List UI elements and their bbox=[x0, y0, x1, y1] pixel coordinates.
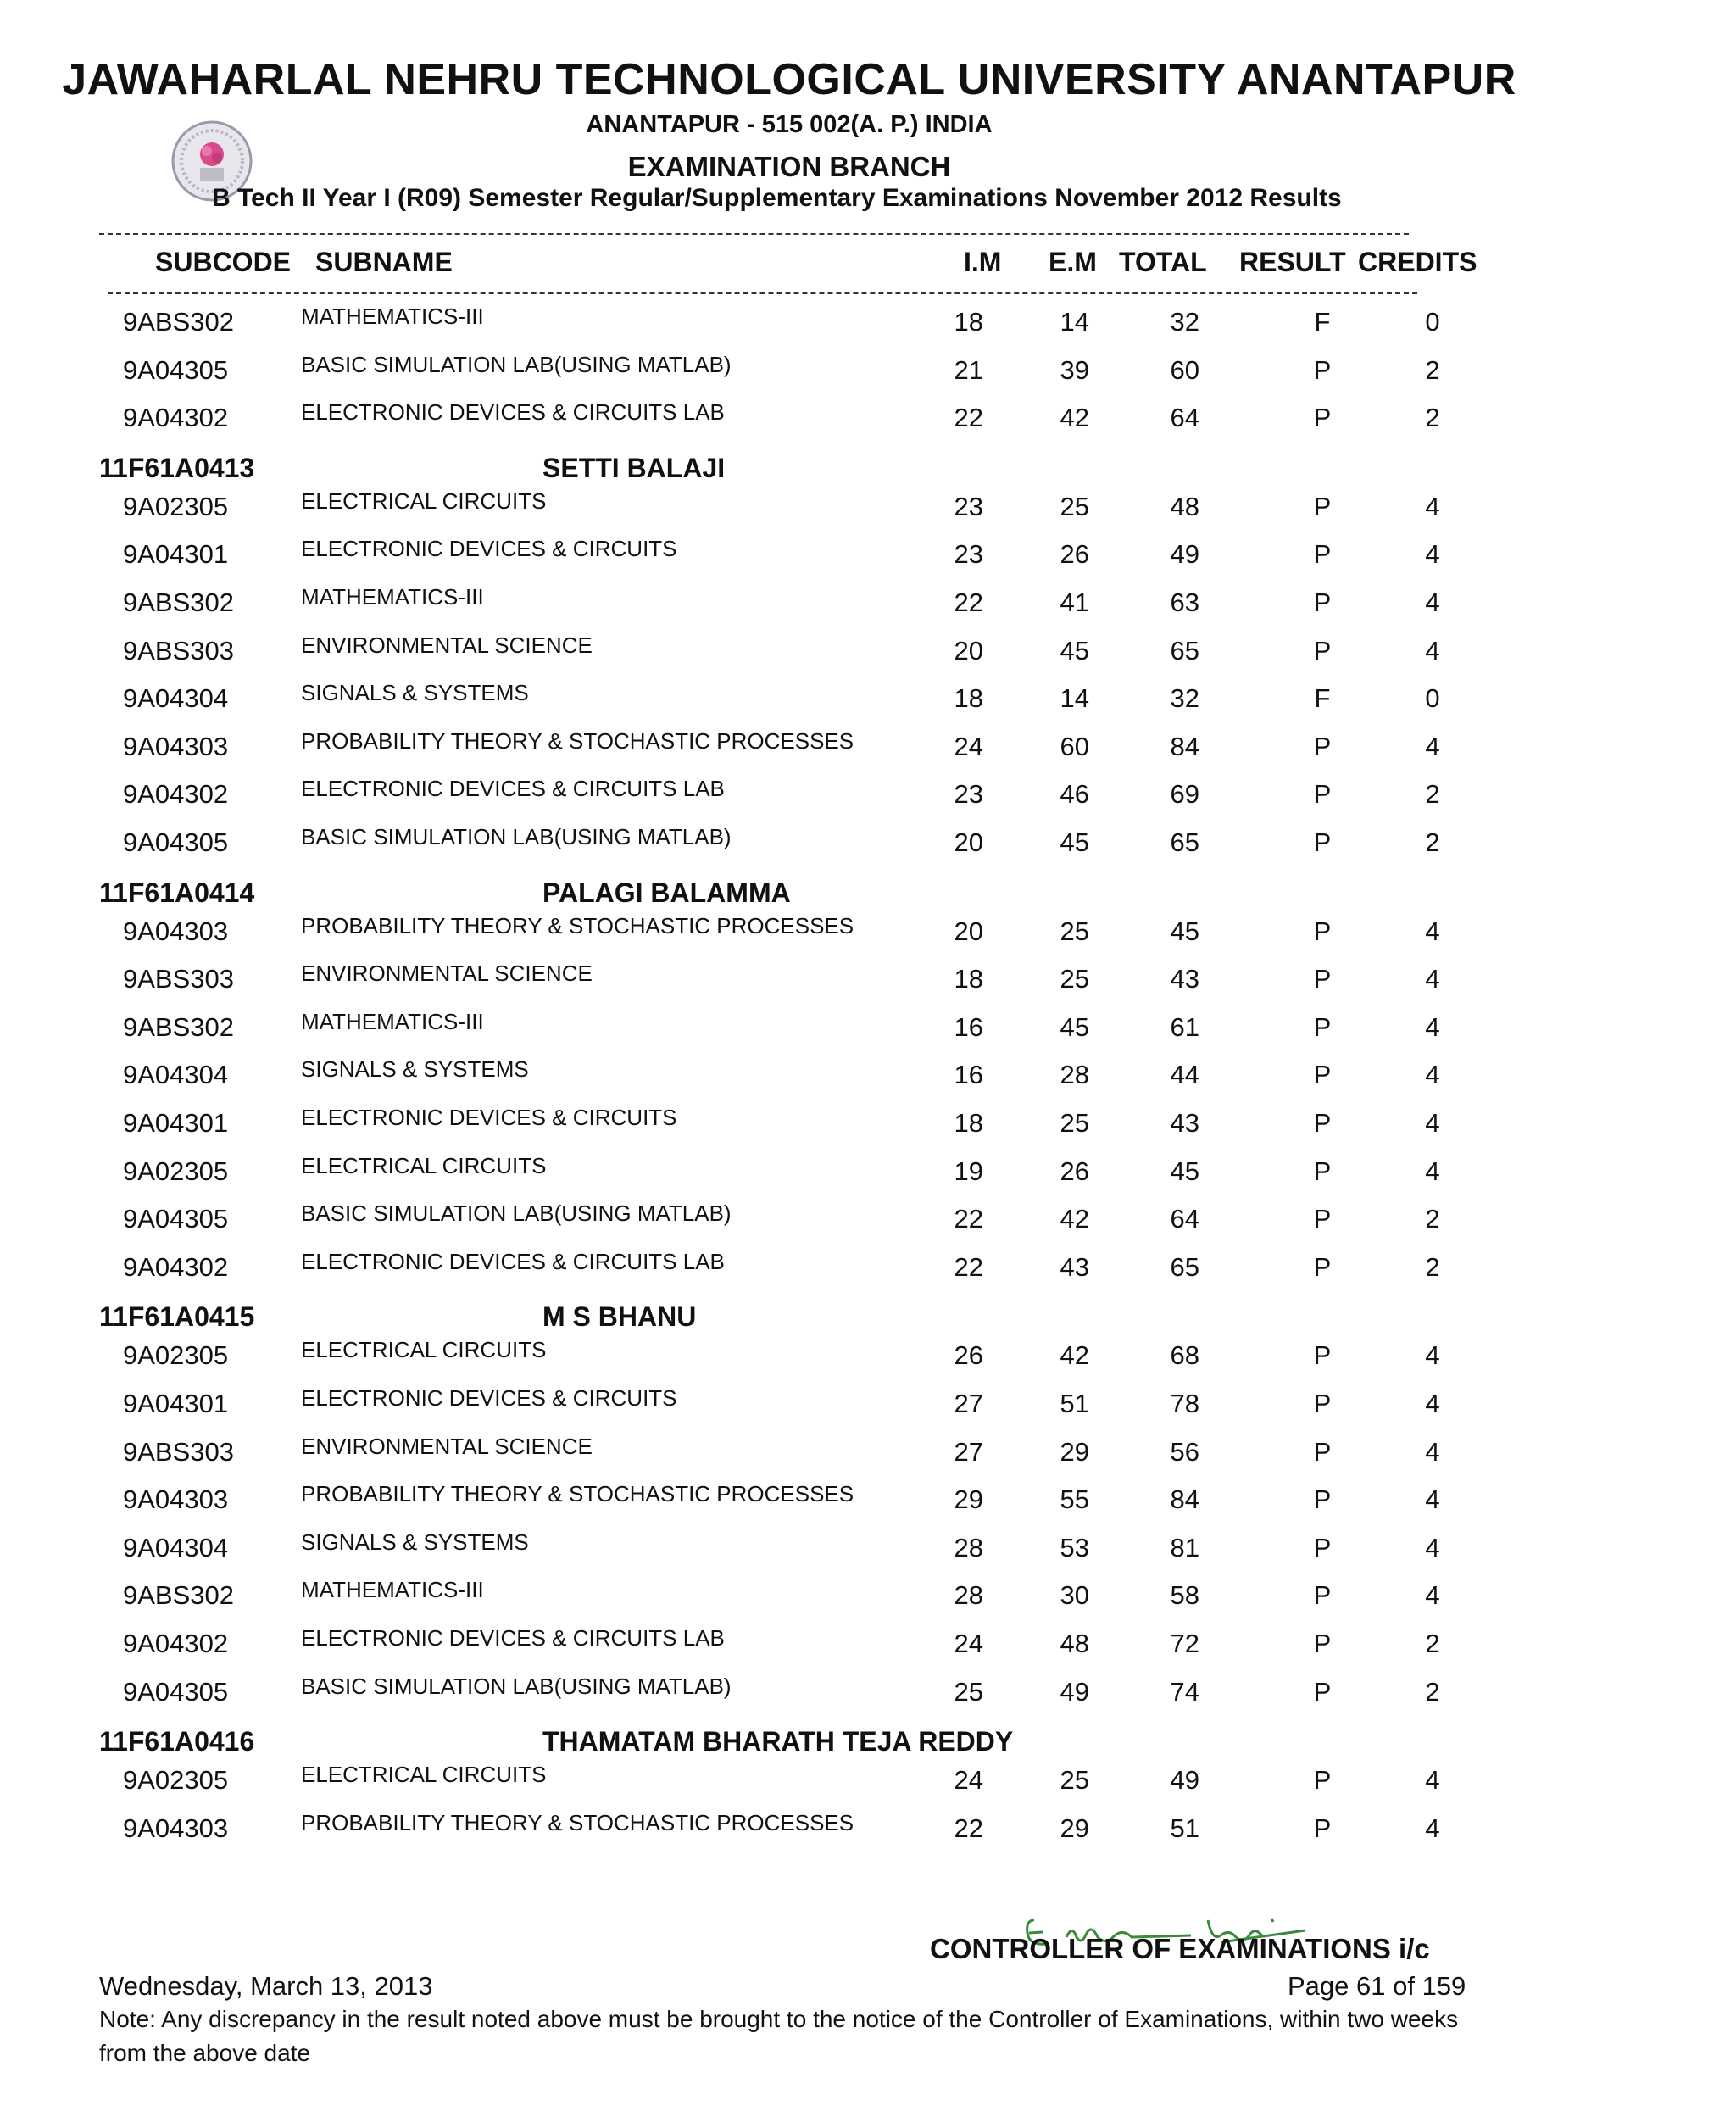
external-marks: 60 bbox=[1060, 731, 1089, 761]
subject-name: BASIC SIMULATION LAB(USING MATLAB) bbox=[301, 824, 732, 849]
external-marks: 25 bbox=[1060, 916, 1089, 946]
credits: 4 bbox=[1425, 1813, 1440, 1843]
total-marks: 56 bbox=[1170, 1436, 1199, 1467]
result: P bbox=[1313, 491, 1332, 521]
credits: 2 bbox=[1425, 1629, 1440, 1658]
controller-signatory: CONTROLLER OF EXAMINATIONS i/c bbox=[930, 1933, 1430, 1964]
external-marks: 14 bbox=[1060, 307, 1089, 337]
page-number: Page 61 of 159 bbox=[1288, 1971, 1466, 2001]
result: P bbox=[1313, 354, 1332, 385]
exam-branch: EXAMINATION BRANCH bbox=[627, 151, 951, 182]
table-row bbox=[0, 1577, 1736, 1628]
table-row bbox=[0, 1481, 1736, 1532]
result: P bbox=[1313, 1060, 1332, 1090]
internal-marks: 18 bbox=[954, 683, 983, 714]
external-marks: 25 bbox=[1060, 491, 1089, 521]
result: P bbox=[1313, 1340, 1332, 1371]
subject-name: SIGNALS & SYSTEMS bbox=[301, 680, 529, 706]
total-marks: 44 bbox=[1170, 1060, 1199, 1090]
subject-name: ELECTRONIC DEVICES & CIRCUITS LAB bbox=[301, 776, 725, 802]
result: P bbox=[1313, 1204, 1332, 1234]
result: P bbox=[1313, 916, 1332, 946]
total-marks: 48 bbox=[1170, 491, 1199, 521]
result: P bbox=[1313, 1108, 1332, 1138]
subject-code: 9A02305 bbox=[123, 1156, 229, 1186]
total-marks: 63 bbox=[1170, 588, 1199, 617]
table-row bbox=[0, 1152, 1736, 1204]
col-result: RESULT bbox=[1239, 247, 1346, 277]
subject-code: 9A04302 bbox=[123, 1251, 229, 1282]
credits: 2 bbox=[1425, 354, 1440, 385]
internal-marks: 29 bbox=[954, 1484, 983, 1515]
table-row bbox=[0, 912, 1736, 964]
subject-name: MATHEMATICS-III bbox=[301, 1577, 484, 1603]
external-marks: 46 bbox=[1060, 779, 1089, 810]
external-marks: 42 bbox=[1060, 1204, 1089, 1234]
student-name: PALAGI BALAMMA bbox=[542, 877, 791, 908]
external-marks: 26 bbox=[1060, 539, 1089, 570]
university-title: JAWAHARLAL NEHRU TECHNOLOGICAL UNIVERSITY ANANTAPUR bbox=[62, 55, 1516, 104]
total-marks: 43 bbox=[1170, 1108, 1199, 1138]
subject-code: 9A04302 bbox=[123, 403, 229, 433]
subject-code: 9A04301 bbox=[123, 539, 229, 570]
table-row bbox=[0, 1105, 1736, 1156]
subject-code: 9A02305 bbox=[123, 1340, 229, 1371]
subject-name: PROBABILITY THEORY & STOCHASTIC PROCESSES bbox=[301, 912, 854, 938]
result: P bbox=[1313, 403, 1332, 433]
total-marks: 84 bbox=[1170, 731, 1199, 761]
total-marks: 58 bbox=[1170, 1580, 1199, 1611]
result: P bbox=[1313, 1629, 1332, 1658]
subject-code: 9A04301 bbox=[123, 1389, 229, 1418]
external-marks: 39 bbox=[1060, 354, 1089, 385]
table-row bbox=[0, 632, 1736, 683]
divider-header bbox=[108, 292, 1417, 294]
external-marks: 53 bbox=[1060, 1532, 1089, 1562]
external-marks: 30 bbox=[1060, 1580, 1089, 1611]
table-row bbox=[0, 961, 1736, 1011]
student-id: 11F61A0414 bbox=[99, 877, 255, 908]
internal-marks: 23 bbox=[954, 779, 983, 810]
credits: 4 bbox=[1425, 588, 1440, 617]
subject-code: 9A04305 bbox=[123, 1676, 229, 1707]
internal-marks: 16 bbox=[954, 1060, 983, 1090]
total-marks: 32 bbox=[1170, 307, 1199, 337]
result: P bbox=[1313, 827, 1332, 857]
credits: 0 bbox=[1425, 683, 1440, 714]
total-marks: 64 bbox=[1170, 1204, 1199, 1234]
credits: 4 bbox=[1425, 731, 1440, 761]
result: P bbox=[1313, 1011, 1332, 1042]
subject-name: ELECTRICAL CIRCUITS bbox=[301, 1337, 547, 1363]
table-row bbox=[0, 680, 1736, 731]
external-marks: 45 bbox=[1060, 1011, 1089, 1042]
result: P bbox=[1313, 1580, 1332, 1611]
result: P bbox=[1313, 731, 1332, 761]
external-marks: 29 bbox=[1060, 1813, 1089, 1843]
subject-code: 9A04305 bbox=[123, 354, 229, 385]
table-row bbox=[0, 584, 1736, 635]
result: P bbox=[1313, 779, 1332, 810]
student-name: M S BHANU bbox=[542, 1301, 697, 1333]
table-row bbox=[0, 536, 1736, 587]
internal-marks: 22 bbox=[954, 1204, 983, 1234]
credits: 4 bbox=[1425, 1389, 1440, 1418]
table-row bbox=[0, 1056, 1736, 1107]
subject-code: 9A04304 bbox=[123, 1532, 229, 1562]
credits: 4 bbox=[1425, 1580, 1440, 1611]
subject-code: 9A04303 bbox=[123, 1813, 229, 1843]
student-id: 11F61A0416 bbox=[99, 1726, 255, 1757]
subject-code: 9A04304 bbox=[123, 1060, 229, 1090]
subject-code: 9A02305 bbox=[123, 1765, 229, 1796]
internal-marks: 24 bbox=[954, 731, 983, 761]
result: F bbox=[1314, 683, 1331, 714]
table-row bbox=[0, 1529, 1736, 1580]
external-marks: 45 bbox=[1060, 827, 1089, 857]
subject-name: BASIC SIMULATION LAB(USING MATLAB) bbox=[301, 351, 732, 377]
subject-name: ELECTRONIC DEVICES & CIRCUITS LAB bbox=[301, 1625, 725, 1651]
subject-name: ENVIRONMENTAL SCIENCE bbox=[301, 1433, 593, 1459]
credits: 2 bbox=[1425, 1204, 1440, 1234]
subject-name: PROBABILITY THEORY & STOCHASTIC PROCESSES bbox=[301, 1481, 854, 1507]
total-marks: 64 bbox=[1170, 403, 1199, 433]
col-subname: SUBNAME bbox=[315, 247, 453, 277]
result: P bbox=[1313, 1765, 1332, 1796]
table-row bbox=[0, 1248, 1736, 1300]
result: P bbox=[1313, 1813, 1332, 1843]
table-row bbox=[0, 1200, 1736, 1251]
table-row bbox=[0, 1337, 1736, 1388]
table-row bbox=[0, 351, 1736, 403]
total-marks: 65 bbox=[1170, 827, 1199, 857]
student-id: 11F61A0415 bbox=[99, 1301, 255, 1333]
result: F bbox=[1314, 307, 1331, 337]
result: P bbox=[1313, 1389, 1332, 1418]
subject-name: BASIC SIMULATION LAB(USING MATLAB) bbox=[301, 1673, 732, 1699]
credits: 4 bbox=[1425, 1108, 1440, 1138]
external-marks: 51 bbox=[1060, 1389, 1089, 1418]
external-marks: 55 bbox=[1060, 1484, 1089, 1515]
total-marks: 45 bbox=[1170, 916, 1199, 946]
credits: 4 bbox=[1425, 635, 1440, 666]
credits: 4 bbox=[1425, 964, 1440, 994]
internal-marks: 23 bbox=[954, 491, 983, 521]
subject-code: 9A04304 bbox=[123, 683, 229, 714]
subject-name: ELECTRONIC DEVICES & CIRCUITS bbox=[301, 536, 677, 562]
internal-marks: 26 bbox=[954, 1340, 983, 1371]
col-credits: CREDITS bbox=[1358, 247, 1477, 277]
result: P bbox=[1313, 1251, 1332, 1282]
student-id: 11F61A0413 bbox=[99, 452, 255, 483]
internal-marks: 27 bbox=[954, 1436, 983, 1467]
subject-code: 9A04303 bbox=[123, 1484, 229, 1515]
subject-name: ELECTRONIC DEVICES & CIRCUITS bbox=[301, 1105, 677, 1130]
external-marks: 25 bbox=[1060, 1765, 1089, 1796]
subject-name: SIGNALS & SYSTEMS bbox=[301, 1529, 529, 1555]
subject-code: 9ABS303 bbox=[123, 1436, 234, 1467]
external-marks: 41 bbox=[1060, 588, 1089, 617]
col-subcode: SUBCODE bbox=[155, 247, 292, 277]
total-marks: 65 bbox=[1170, 1251, 1199, 1282]
internal-marks: 25 bbox=[954, 1676, 983, 1707]
table-row bbox=[0, 1433, 1736, 1484]
external-marks: 49 bbox=[1060, 1676, 1089, 1707]
subject-code: 9ABS303 bbox=[123, 635, 234, 666]
internal-marks: 20 bbox=[954, 635, 983, 666]
credits: 4 bbox=[1425, 539, 1440, 570]
internal-marks: 22 bbox=[954, 1813, 983, 1843]
result: P bbox=[1313, 1676, 1332, 1707]
table-row bbox=[0, 727, 1736, 779]
credits: 4 bbox=[1425, 1484, 1440, 1515]
total-marks: 65 bbox=[1170, 635, 1199, 666]
subject-name: SIGNALS & SYSTEMS bbox=[301, 1056, 529, 1083]
student-name: SETTI BALAJI bbox=[542, 452, 726, 483]
subject-code: 9A04301 bbox=[123, 1108, 229, 1138]
table-row bbox=[0, 1008, 1736, 1060]
internal-marks: 27 bbox=[954, 1389, 983, 1418]
total-marks: 81 bbox=[1170, 1532, 1199, 1562]
table-row bbox=[0, 1809, 1736, 1861]
total-marks: 69 bbox=[1170, 779, 1199, 810]
internal-marks: 22 bbox=[954, 588, 983, 617]
internal-marks: 20 bbox=[954, 916, 983, 946]
footer-note: Note: Any discrepancy in the result noted above must be brought to the notice of the Controller of Examinations, within two weeks from the above date bbox=[99, 2006, 1459, 2066]
total-marks: 45 bbox=[1170, 1156, 1199, 1186]
internal-marks: 22 bbox=[954, 403, 983, 433]
internal-marks: 18 bbox=[954, 1108, 983, 1138]
total-marks: 61 bbox=[1170, 1011, 1199, 1042]
credits: 4 bbox=[1425, 916, 1440, 946]
credits: 4 bbox=[1425, 1060, 1440, 1090]
table-row bbox=[0, 487, 1736, 539]
external-marks: 42 bbox=[1060, 1340, 1089, 1371]
credits: 2 bbox=[1425, 403, 1440, 433]
subject-code: 9A04302 bbox=[123, 1629, 229, 1658]
credits: 2 bbox=[1425, 779, 1440, 810]
external-marks: 45 bbox=[1060, 635, 1089, 666]
table-row bbox=[0, 1625, 1736, 1676]
print-date: Wednesday, March 13, 2013 bbox=[99, 1971, 433, 2001]
subject-code: 9ABS302 bbox=[123, 588, 234, 617]
table-row bbox=[0, 1673, 1736, 1724]
external-marks: 25 bbox=[1060, 1108, 1089, 1138]
table-row bbox=[0, 304, 1736, 354]
subject-code: 9ABS302 bbox=[123, 1011, 234, 1042]
subject-name: ELECTRONIC DEVICES & CIRCUITS LAB bbox=[301, 1248, 725, 1274]
subject-code: 9ABS302 bbox=[123, 1580, 234, 1611]
result: P bbox=[1313, 964, 1332, 994]
credits: 4 bbox=[1425, 491, 1440, 521]
subject-name: PROBABILITY THEORY & STOCHASTIC PROCESSES bbox=[301, 727, 854, 754]
external-marks: 28 bbox=[1060, 1060, 1089, 1090]
total-marks: 43 bbox=[1170, 964, 1199, 994]
total-marks: 74 bbox=[1170, 1676, 1199, 1707]
credits: 2 bbox=[1425, 1251, 1440, 1282]
subject-name: ELECTRICAL CIRCUITS bbox=[301, 1152, 547, 1178]
total-marks: 68 bbox=[1170, 1340, 1199, 1371]
subject-name: ENVIRONMENTAL SCIENCE bbox=[301, 632, 593, 658]
table-row bbox=[0, 776, 1736, 827]
subject-name: MATHEMATICS-III bbox=[301, 304, 484, 329]
internal-marks: 28 bbox=[954, 1532, 983, 1562]
result: P bbox=[1313, 588, 1332, 617]
subject-code: 9A04303 bbox=[123, 731, 229, 761]
subject-code: 9ABS302 bbox=[123, 307, 234, 337]
result: P bbox=[1313, 1436, 1332, 1467]
subject-code: 9A04302 bbox=[123, 779, 229, 810]
external-marks: 43 bbox=[1060, 1251, 1089, 1282]
table-row bbox=[0, 824, 1736, 875]
total-marks: 60 bbox=[1170, 354, 1199, 385]
credits: 2 bbox=[1425, 827, 1440, 857]
subject-name: ELECTRONIC DEVICES & CIRCUITS LAB bbox=[301, 399, 725, 426]
credits: 0 bbox=[1425, 307, 1440, 337]
internal-marks: 16 bbox=[954, 1011, 983, 1042]
credits: 4 bbox=[1425, 1156, 1440, 1186]
subject-name: MATHEMATICS-III bbox=[301, 584, 484, 610]
credits: 4 bbox=[1425, 1436, 1440, 1467]
subject-code: 9A04303 bbox=[123, 916, 229, 946]
internal-marks: 21 bbox=[954, 354, 983, 385]
col-im: I.M bbox=[964, 247, 1002, 277]
table-row bbox=[0, 1762, 1736, 1813]
internal-marks: 24 bbox=[954, 1629, 983, 1658]
external-marks: 42 bbox=[1060, 403, 1089, 433]
total-marks: 49 bbox=[1170, 539, 1199, 570]
external-marks: 48 bbox=[1060, 1629, 1089, 1658]
table-row bbox=[0, 1385, 1736, 1436]
result: P bbox=[1313, 1532, 1332, 1562]
credits: 4 bbox=[1425, 1532, 1440, 1562]
total-marks: 32 bbox=[1170, 683, 1199, 714]
subject-name: ENVIRONMENTAL SCIENCE bbox=[301, 961, 593, 987]
subject-code: 9A04305 bbox=[123, 1204, 229, 1234]
external-marks: 26 bbox=[1060, 1156, 1089, 1186]
internal-marks: 19 bbox=[954, 1156, 983, 1186]
internal-marks: 24 bbox=[954, 1765, 983, 1796]
table-row bbox=[0, 399, 1736, 450]
subject-name: BASIC SIMULATION LAB(USING MATLAB) bbox=[301, 1200, 732, 1227]
total-marks: 51 bbox=[1170, 1813, 1199, 1843]
university-address: ANANTAPUR - 515 002(A. P.) INDIA bbox=[586, 111, 993, 138]
internal-marks: 22 bbox=[954, 1251, 983, 1282]
subject-name: ELECTRONIC DEVICES & CIRCUITS bbox=[301, 1385, 677, 1411]
subject-name: ELECTRICAL CIRCUITS bbox=[301, 487, 547, 514]
col-total: TOTAL bbox=[1119, 247, 1207, 277]
subject-code: 9A04305 bbox=[123, 827, 229, 857]
total-marks: 78 bbox=[1170, 1389, 1199, 1418]
credits: 4 bbox=[1425, 1340, 1440, 1371]
external-marks: 14 bbox=[1060, 683, 1089, 714]
subject-name: ELECTRICAL CIRCUITS bbox=[301, 1762, 547, 1788]
total-marks: 72 bbox=[1170, 1629, 1199, 1658]
col-em: E.M bbox=[1049, 247, 1097, 277]
external-marks: 25 bbox=[1060, 964, 1089, 994]
internal-marks: 18 bbox=[954, 964, 983, 994]
external-marks: 29 bbox=[1060, 1436, 1089, 1467]
student-name: THAMATAM BHARATH TEJA REDDY bbox=[542, 1726, 1014, 1757]
credits: 4 bbox=[1425, 1765, 1440, 1796]
result: P bbox=[1313, 539, 1332, 570]
total-marks: 84 bbox=[1170, 1484, 1199, 1515]
subject-name: PROBABILITY THEORY & STOCHASTIC PROCESSES bbox=[301, 1809, 854, 1835]
exam-subtitle: B Tech II Year I (R09) Semester Regular/Supplementary Examinations November 2012 Results bbox=[212, 184, 1342, 212]
divider-top bbox=[99, 233, 1409, 235]
subject-name: MATHEMATICS-III bbox=[301, 1008, 484, 1034]
total-marks: 49 bbox=[1170, 1765, 1199, 1796]
internal-marks: 23 bbox=[954, 539, 983, 570]
result: P bbox=[1313, 635, 1332, 666]
internal-marks: 18 bbox=[954, 307, 983, 337]
subject-code: 9ABS303 bbox=[123, 964, 234, 994]
result: P bbox=[1313, 1156, 1332, 1186]
subject-code: 9A02305 bbox=[123, 491, 229, 521]
internal-marks: 28 bbox=[954, 1580, 983, 1611]
credits: 2 bbox=[1425, 1676, 1440, 1707]
credits: 4 bbox=[1425, 1011, 1440, 1042]
result: P bbox=[1313, 1484, 1332, 1515]
internal-marks: 20 bbox=[954, 827, 983, 857]
